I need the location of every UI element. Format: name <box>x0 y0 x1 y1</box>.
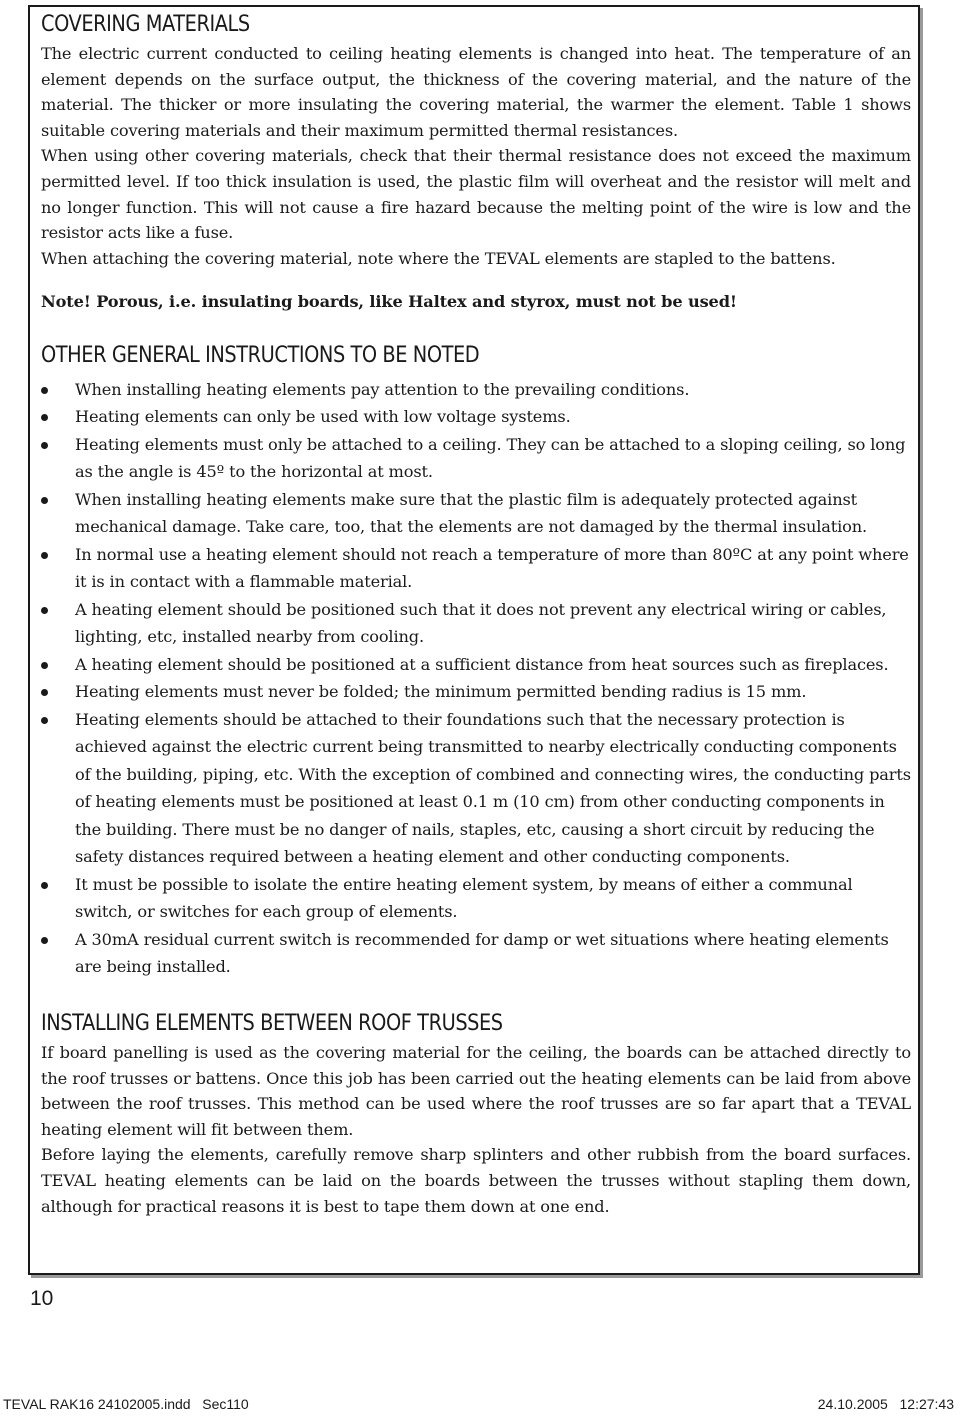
section-title-general: OTHER GENERAL INSTRUCTIONS TO BE NOTED <box>41 342 480 368</box>
footer-timestamp: 24.10.2005 12:27:43 <box>817 1396 954 1412</box>
list-item <box>41 926 911 981</box>
paragraph: Before laying the elements, carefully remove sharp splinters and other rubbish from the board surfaces. TEVAL heating elements can be laid on the boards between the trusses without stapling them down, although for practical reasons it is best to tape them down at one end. <box>41 1145 911 1216</box>
bullet-icon <box>41 387 48 394</box>
warning-note: Note! Porous, i.e. insulating boards, like Haltex and styrox, must not be used! <box>41 292 737 312</box>
list-item <box>41 541 911 596</box>
list-item-text: When installing heating elements pay attention to the prevailing conditions. <box>75 379 690 399</box>
bullet-icon <box>41 662 48 669</box>
footer-file-info: TEVAL RAK16 24102005.indd Sec110 <box>3 1396 249 1412</box>
list-item <box>41 651 911 679</box>
bullet-icon <box>41 937 48 944</box>
bullet-icon <box>41 442 48 449</box>
list-item-text: When installing heating elements make sure that the plastic film is adequately protected against mechanical damage. Take care, too, that the elements are not damaged by the thermal insulation. <box>75 489 868 537</box>
list-item-text: Heating elements must only be attached to a ceiling. They can be attached to a sloping ceiling, so long as the angle is 45º to the horizontal at most. <box>75 434 906 482</box>
bullet-icon <box>41 882 48 889</box>
list-item <box>41 871 911 926</box>
bullet-icon <box>41 497 48 504</box>
page-content <box>41 12 911 1219</box>
paragraph: When attaching the covering material, note where the TEVAL elements are stapled to the battens. <box>41 248 836 268</box>
page-number: 10 <box>30 1287 54 1310</box>
list-item-text: It must be possible to isolate the entire heating element system, by means of either a communal switch, or switches for each group of elements. <box>75 874 853 922</box>
paragraph: When using other covering materials, check that their thermal resistance does not exceed the maximum permitted level. If too thick insulation is used, the plastic film will overheat and the resistor will melt and no longer function. This will not cause a fire hazard because the melting point of the wire is low and the resistor acts like a fuse. <box>41 146 911 243</box>
list-item <box>41 678 911 706</box>
list-item-text: Heating elements must never be folded; the minimum permitted bending radius is 15 mm. <box>75 682 807 702</box>
list-item <box>41 376 911 404</box>
bullet-icon <box>41 414 48 421</box>
bullet-icon <box>41 689 48 696</box>
list-item <box>41 431 911 486</box>
list-item <box>41 403 911 431</box>
list-item <box>41 486 911 541</box>
list-item-text: Heating elements should be attached to their foundations such that the necessary protection is achieved against the electric current being transmitted to nearby electrically conducting components of the building, piping, etc. With the exception of combined and connecting wires, the conducting parts of heating elements must be positioned at least 0.1 m (10 cm) from other conducting components in the building. There must be no danger of nails, staples, etc, causing a short circuit by reducing the safety distances required between a heating element and other conducting components. <box>75 709 911 867</box>
list-item <box>41 706 911 871</box>
list-item-text: A 30mA residual current switch is recommended for damp or wet situations where heating elements are being installed. <box>75 929 889 977</box>
paragraph: If board panelling is used as the covering material for the ceiling, the boards can be attached directly to the roof trusses or battens. Once this job has been carried out the heating elements can be laid from above between the roof trusses. This method can be used where the roof trusses are so far apart that a TEVAL heating element will fit between them. <box>41 1042 911 1139</box>
section-title-installing: INSTALLING ELEMENTS BETWEEN ROOF TRUSSES <box>41 1010 503 1036</box>
section-title-covering: COVERING MATERIALS <box>41 12 250 37</box>
instructions-list <box>41 376 911 981</box>
bullet-icon <box>41 607 48 614</box>
list-item-text: In normal use a heating element should not reach a temperature of more than 80ºC at any point where it is in contact with a flammable material. <box>75 544 909 592</box>
paragraph: The electric current conducted to ceiling heating elements is changed into heat. The temperature of an element depends on the surface output, the thickness of the covering material, and the nature of the material. The thicker or more insulating the covering material, the warmer the element. Table 1 shows suitable covering materials and their maximum permitted thermal resistances. <box>41 44 911 140</box>
list-item-text: A heating element should be positioned such that it does not prevent any electrical wiring or cables, lighting, etc, installed nearby from cooling. <box>75 599 887 647</box>
list-item-text: A heating element should be positioned at a sufficient distance from heat sources such as fireplaces. <box>75 654 889 674</box>
bullet-icon <box>41 717 48 724</box>
list-item-text: Heating elements can only be used with low voltage systems. <box>75 407 571 427</box>
list-item <box>41 596 911 651</box>
bullet-icon <box>41 552 48 559</box>
